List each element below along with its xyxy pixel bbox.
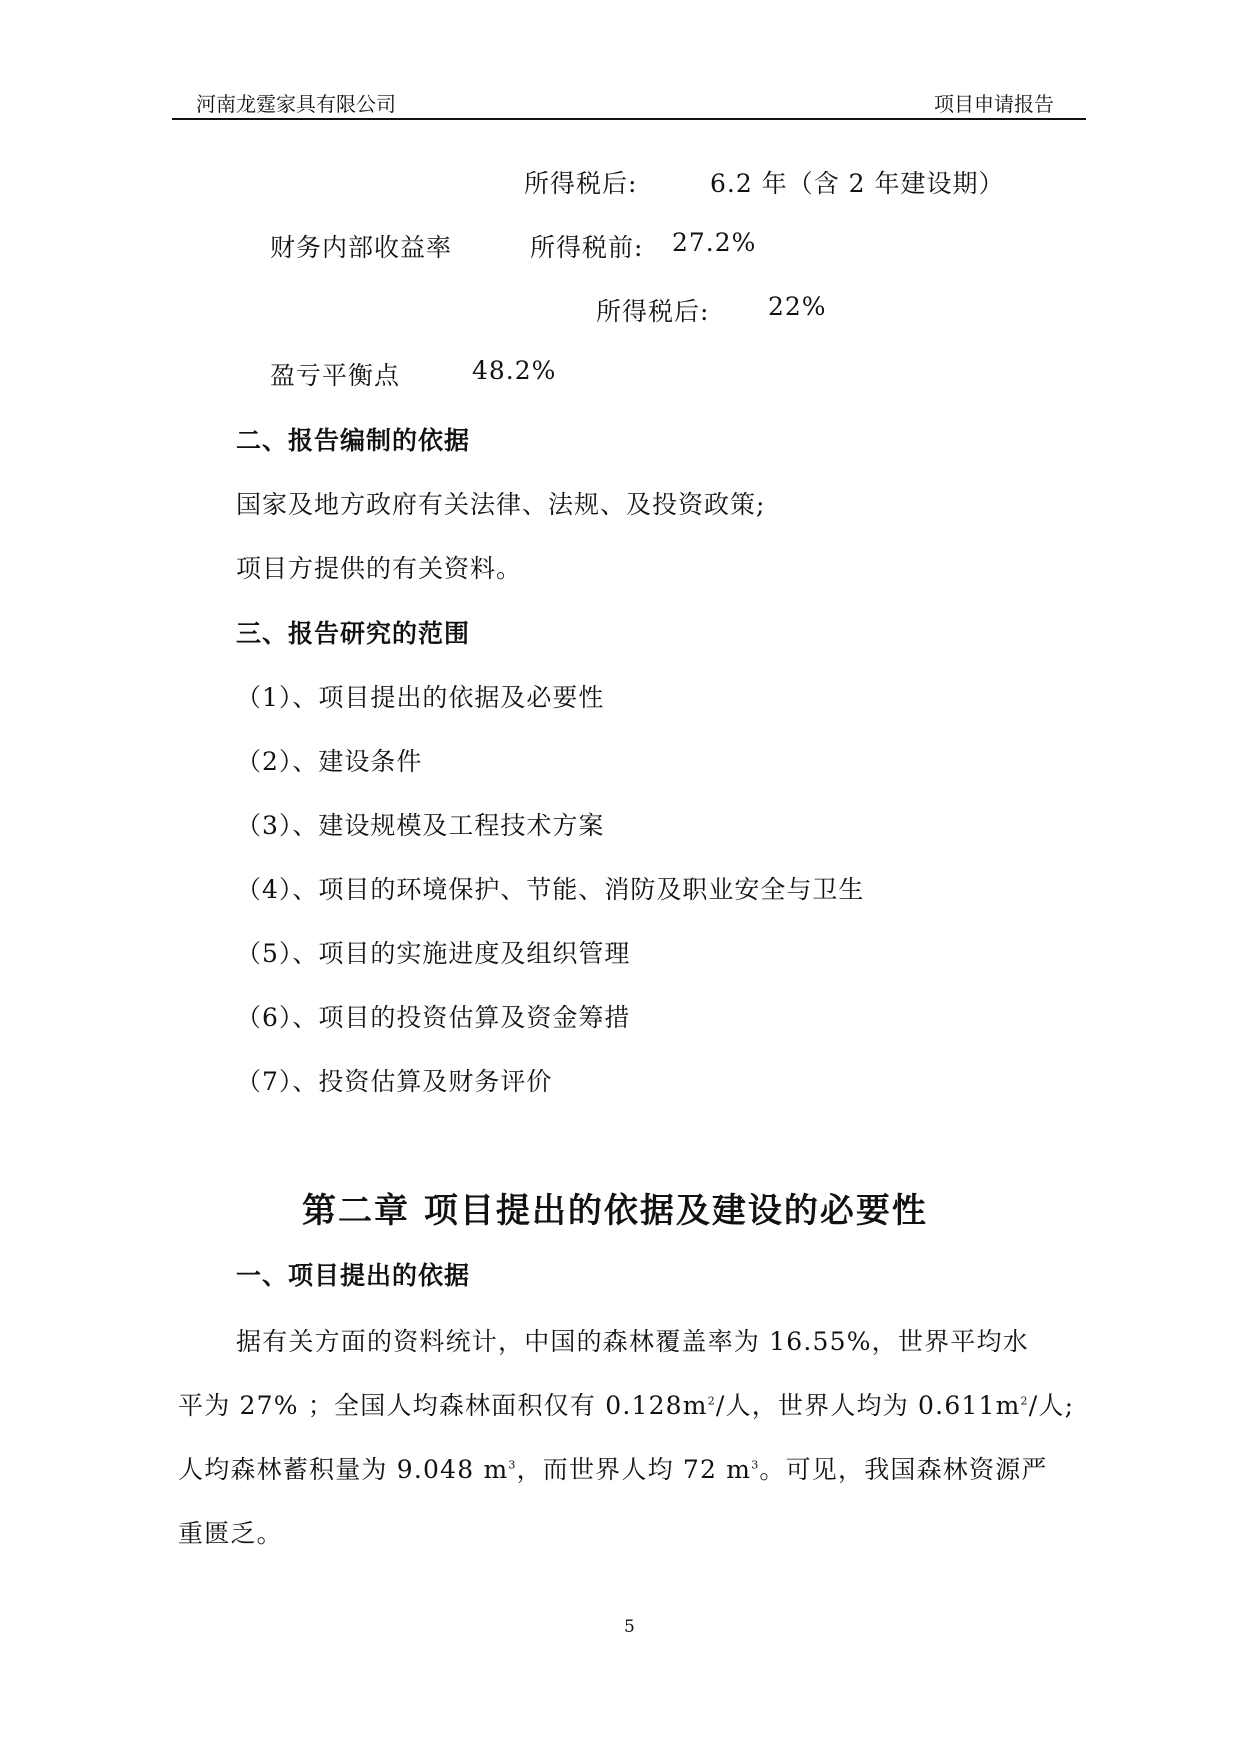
irr-after-tax-value: 22% [768,292,827,321]
header-divider [172,118,1086,120]
superscript-3: 3 [508,1458,517,1472]
para-line-3: 人均森林蓄积量为 9.048 $m^3$，而世界人均 72 $m^3$。可见，我国森林资源严 [178,1455,1048,1484]
scope-item-4: （4）、项目的环境保护、节能、消防及职业安全与卫生 [236,875,865,904]
irr-before-tax-value: 27.2% [672,228,757,257]
para-line-1: 据有关方面的资料统计，中国的森林覆盖率为 16.55%，世界平均水 [236,1327,1029,1356]
chapter2-section1-heading: 一、项目提出的依据 [236,1261,471,1290]
section2-line-2: 项目方提供的有关资料。 [236,554,523,583]
superscript-2: 2 [1020,1394,1029,1408]
breakeven-label: 盈亏平衡点 [270,361,401,390]
section2-line-1: 国家及地方政府有关法律、法规、及投资政策; [236,490,766,519]
scope-item-1: （1）、项目提出的依据及必要性 [236,683,605,712]
section3-heading: 三、报告研究的范围 [236,619,471,648]
scope-item-7: （7）、投资估算及财务评价 [236,1067,553,1096]
scope-item-5: （5）、项目的实施进度及组织管理 [236,939,631,968]
chapter-title: 第二章 项目提出的依据及建设的必要性 [302,1191,928,1231]
superscript-3: 3 [751,1458,760,1472]
header-doc-title: 项目申请报告 [934,92,1054,116]
scope-item-6: （6）、项目的投资估算及资金筹措 [236,1003,631,1032]
scope-item-2: （2）、建设条件 [236,747,423,776]
scope-item-3: （3）、建设规模及工程技术方案 [236,811,605,840]
breakeven-value: 48.2% [472,356,557,385]
irr-before-tax-label: 所得税前: [530,233,644,262]
section2-heading: 二、报告编制的依据 [236,426,471,455]
para-line-4: 重匮乏。 [178,1519,283,1548]
payback-after-tax-value: 6.2 年（含 2 年建设期） [710,169,1005,198]
page-number: 5 [624,1617,635,1637]
header-company: 河南龙霆家具有限公司 [196,92,396,116]
superscript-2: 2 [707,1394,716,1408]
para-line-2: 平为 27% ；全国人均森林面积仅有 $0.128m^2/$人，世界人均为 $0.611m^2/$人; [178,1391,1075,1420]
irr-label: 财务内部收益率 [270,233,453,262]
payback-after-tax-label: 所得税后: [524,169,638,198]
irr-after-tax-label: 所得税后: [596,297,710,326]
